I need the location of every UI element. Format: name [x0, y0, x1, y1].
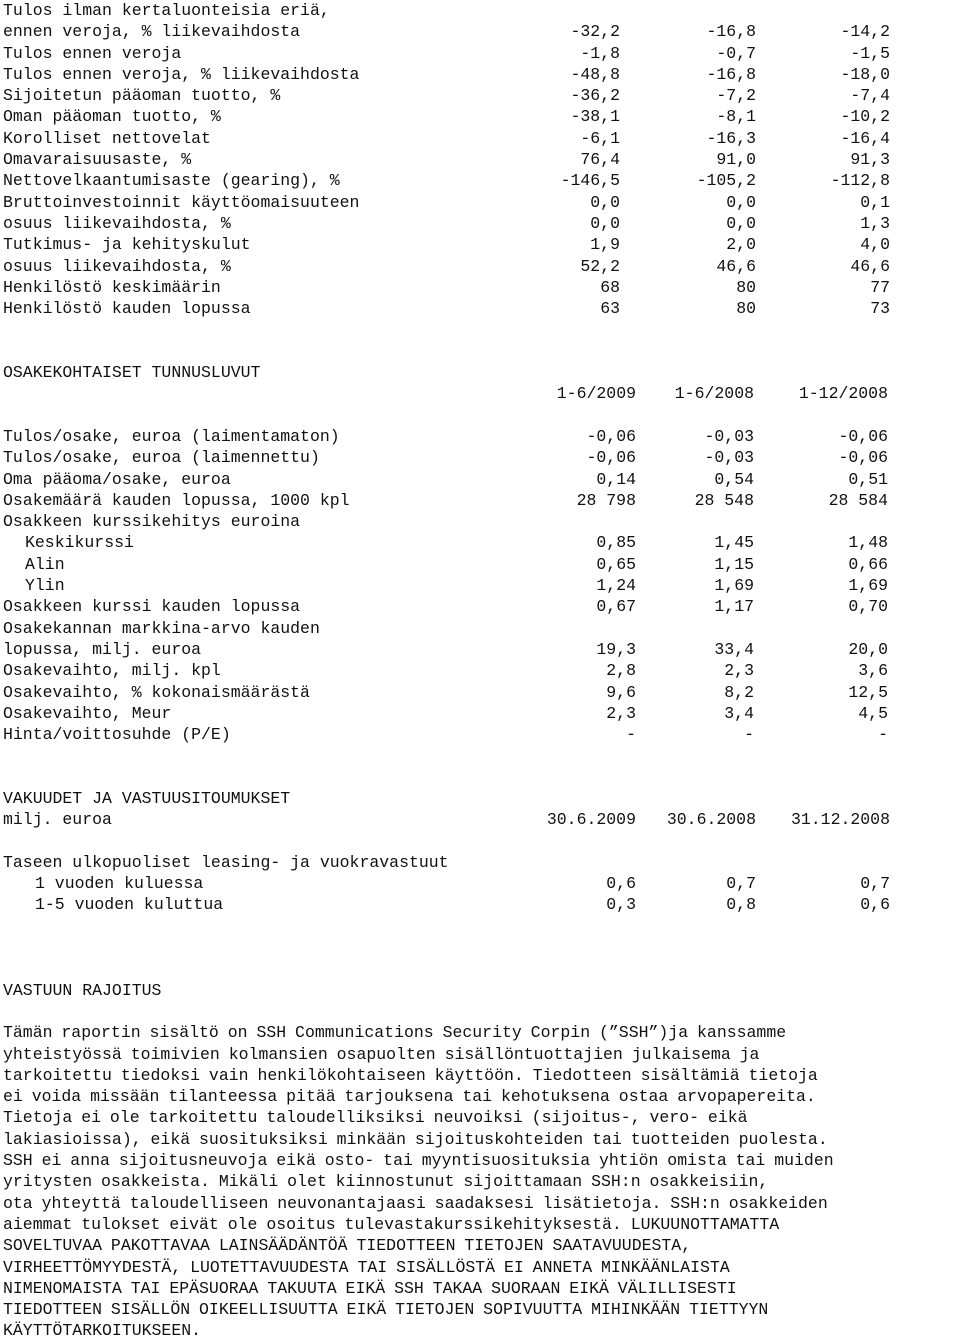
group-label-row [3, 852, 958, 873]
disclaimer-line: VIRHEETTÖMYYDESTÄ, LUOTETTAVUUDESTA TAI SISÄLLÖSTÄ EI ANNETA MINKÄÄNLAISTA [3, 1257, 730, 1277]
row-label: Omavaraisuusaste, % [3, 150, 192, 170]
disclaimer-line: yhteistyössä toimivien kolmansien osapuolten sisällöntuottajien julkaisema ja [3, 1044, 760, 1064]
value-h1-2008: -105,2 [696, 171, 756, 191]
table-row [3, 490, 958, 511]
disclaimer-line: NIMENOMAISTA TAI EPÄSUORAA TAKUUTA EIKÄ SSH TAKAA SUORAAN EIKÄ VÄLILLISESTI [3, 1278, 737, 1298]
table-row [3, 639, 958, 660]
row-label: Nettovelkaantumisaste (gearing), % [3, 171, 340, 191]
value-h1-2009: -38,1 [570, 107, 620, 127]
table-row [3, 426, 958, 447]
value-h1-2009: 0,67 [596, 597, 636, 617]
value-h1-2008: 1,45 [714, 533, 754, 553]
row-label: 1-5 vuoden kuluttua [35, 895, 224, 915]
value-h1-2009: -48,8 [570, 64, 620, 84]
row-label: Tulos ennen veroja, % liikevaihdosta [3, 64, 360, 84]
value-fy-2008: 0,51 [848, 469, 888, 489]
spacer [3, 1001, 958, 1022]
value-h1-2008: 46,6 [716, 256, 756, 276]
value-h1-2008: -16,8 [706, 22, 756, 42]
section-title [3, 362, 958, 383]
table-row [3, 106, 958, 127]
spacer [3, 341, 958, 362]
row-label: Ylin [25, 576, 65, 596]
table-row [3, 85, 958, 106]
value-h1-2009: 0,85 [596, 533, 636, 553]
value-h1-2008: -16,3 [706, 128, 756, 148]
table-row [3, 192, 958, 213]
value-2008-06-30: 0,7 [726, 874, 756, 894]
row-label: Osakevaihto, % kokonaismäärästä [3, 682, 310, 702]
value-h1-2008: -0,7 [716, 43, 756, 63]
value-fy-2008: 0,70 [848, 597, 888, 617]
value-fy-2008: -14,2 [840, 22, 890, 42]
value-h1-2009: 0,0 [590, 213, 620, 233]
table-row [3, 447, 958, 468]
value-h1-2009: 2,8 [606, 661, 636, 681]
disclaimer-line: TIEDOTTEEN SISÄLLÖN OIKEELLISUUTTA EIKÄ TIETOJEN SOPIVUUTTA MIHINKÄÄN TIETTYYN [3, 1300, 769, 1320]
value-h1-2009: -1,8 [580, 43, 620, 63]
value-h1-2008: 0,0 [726, 213, 756, 233]
value-h1-2008: 2,3 [724, 661, 754, 681]
row-label: lopussa, milj. euroa [3, 639, 202, 659]
table-row [3, 532, 958, 553]
section-title-text: OSAKEKOHTAISET TUNNUSLUVUT [3, 363, 261, 383]
table-row [3, 575, 958, 596]
table-row [3, 469, 958, 490]
value-fy-2008: 28 584 [828, 490, 888, 510]
row-label: Henkilöstö kauden lopussa [3, 299, 251, 319]
value-h1-2008: 1,17 [714, 597, 754, 617]
row-label: Osakekannan markkina-arvo kauden [3, 618, 320, 638]
disclaimer-line: lakiasioissa), eikä suosituksiksi minkään sijoituskohteiden tai tuotteiden puolesta. [3, 1129, 828, 1149]
value-fy-2008: 1,3 [860, 213, 890, 233]
value-h1-2008: -0,03 [704, 426, 754, 446]
value-h1-2009: -32,2 [570, 22, 620, 42]
spacer [3, 937, 958, 958]
disclaimer-line: Tietoja ei ole tarkoitettu taloudelliksiksi neuvoiksi (sijoitus-, vero- eikä [3, 1108, 748, 1128]
spacer [3, 745, 958, 766]
column-headers [3, 383, 958, 404]
value-h1-2009: 0,0 [590, 192, 620, 212]
table-row [3, 213, 958, 234]
row-label: Tulos ilman kertaluonteisia eriä, [3, 1, 330, 20]
table-row [3, 256, 958, 277]
row-label: osuus liikevaihdosta, % [3, 256, 231, 276]
unit-label: milj. euroa [3, 810, 112, 830]
section-title [3, 788, 958, 809]
spacer [3, 767, 958, 788]
value-fy-2008: 91,3 [850, 150, 890, 170]
disclaimer-line: ei voida missään tilanteessa pitää tarjouksena tai kehotuksena ostaa arvopapereita. [3, 1087, 816, 1107]
value-fy-2008: 12,5 [848, 682, 888, 702]
value-h1-2009: - [626, 725, 636, 745]
row-label: Osakkeen kurssikehitys euroina [3, 512, 301, 532]
financial-table [3, 0, 958, 319]
table-row [3, 554, 958, 575]
disclaimer-line: KÄYTTÖTARKOITUKSEEN. [3, 1321, 202, 1341]
value-2009-06-30: 0,3 [606, 895, 636, 915]
row-label: Osakevaihto, milj. kpl [3, 661, 221, 681]
value-fy-2008: - [878, 725, 888, 745]
value-2008-06-30: 0,8 [726, 895, 756, 915]
value-h1-2009: 19,3 [596, 639, 636, 659]
table-row [3, 21, 958, 42]
disclaimer-line: ota yhteyttä taloudelliseen neuvonantajaasi saadaksesi lisätietoja. SSH:n osakkeiden [3, 1193, 828, 1213]
table-row [3, 894, 958, 915]
row-label: Korolliset nettovelat [3, 128, 211, 148]
value-h1-2009: 1,24 [596, 576, 636, 596]
spacer [3, 831, 958, 852]
column-header-2009-06-30: 30.6.2009 [546, 810, 636, 830]
row-label: ennen veroja, % liikevaihdosta [3, 22, 301, 42]
value-h1-2009: 28 798 [576, 490, 636, 510]
value-h1-2008: 33,4 [714, 639, 754, 659]
section-title-text: VAKUUDET JA VASTUUSITOUMUKSET [3, 788, 291, 808]
table-row [3, 703, 958, 724]
row-label: Osakemäärä kauden lopussa, 1000 kpl [3, 490, 350, 510]
column-header-h1-2009: 1-6/2009 [556, 384, 636, 404]
value-h1-2009: 1,9 [590, 235, 620, 255]
value-fy-2008: 0,66 [848, 554, 888, 574]
value-h1-2008: -8,1 [716, 107, 756, 127]
value-h1-2009: -146,5 [560, 171, 620, 191]
table-row [3, 724, 958, 745]
disclaimer-text [3, 1022, 958, 1341]
value-fy-2008: -0,06 [838, 426, 888, 446]
value-fy-2008: 77 [870, 277, 890, 297]
table-row [3, 596, 958, 617]
disclaimer-line: Tämän raportin sisältö on SSH Communications Security Corpin (”SSH”)ja kanssamme [3, 1023, 787, 1043]
value-fy-2008: -112,8 [830, 171, 890, 191]
value-h1-2008: 8,2 [724, 682, 754, 702]
row-label: Oma pääoma/osake, euroa [3, 469, 231, 489]
disclaimer-line: SOVELTUVAA PAKOTTAVAA LAINSÄÄDÄNTÖÄ TIEDOTTEEN TIETOJEN SAATAVUUDESTA, [3, 1236, 692, 1256]
value-h1-2008: 1,15 [714, 554, 754, 574]
value-2008-12-31: 0,6 [860, 895, 890, 915]
value-h1-2008: 3,4 [724, 703, 754, 723]
value-fy-2008: -10,2 [840, 107, 890, 127]
value-fy-2008: 0,1 [860, 192, 890, 212]
row-label: Osakevaihto, Meur [3, 703, 172, 723]
report-page [3, 0, 958, 1342]
spacer [3, 916, 958, 937]
disclaimer-line: tarkoitettu tiedoksi vain henkilökohtaiseen käyttöön. Tiedotteen sisältämiä tietoja [3, 1065, 818, 1085]
disclaimer-line: SSH ei anna sijoitusneuvoja eikä osto- tai myyntisuosituksia yhtiön omista tai muiden [3, 1151, 834, 1171]
column-header-h1-2008: 1-6/2008 [674, 384, 754, 404]
value-h1-2008: 80 [736, 277, 756, 297]
row-label: Hinta/voittosuhde (P/E) [3, 725, 231, 745]
value-h1-2008: 80 [736, 299, 756, 319]
value-fy-2008: 46,6 [850, 256, 890, 276]
column-headers [3, 809, 958, 830]
row-label: 1 vuoden kuluessa [35, 874, 204, 894]
table-row [3, 618, 958, 639]
value-fy-2008: 1,48 [848, 533, 888, 553]
value-h1-2008: - [744, 725, 754, 745]
value-h1-2008: 0,54 [714, 469, 754, 489]
disclaimer-line: aiemmat tulokset eivät ole osoitus tulevastakurssikehityksestä. LUKUUNOTTAMATTA [3, 1214, 780, 1234]
value-fy-2008: 73 [870, 299, 890, 319]
value-fy-2008: -0,06 [838, 448, 888, 468]
table-row [3, 660, 958, 681]
column-header-2008-06-30: 30.6.2008 [666, 810, 756, 830]
value-h1-2008: -7,2 [716, 86, 756, 106]
table-row [3, 234, 958, 255]
value-fy-2008: -16,4 [840, 128, 890, 148]
value-h1-2008: 91,0 [716, 150, 756, 170]
value-h1-2009: 52,2 [580, 256, 620, 276]
value-h1-2009: 9,6 [606, 682, 636, 702]
section-title-text: VASTUUN RAJOITUS [3, 980, 162, 1000]
row-label: osuus liikevaihdosta, % [3, 213, 231, 233]
row-label: Tutkimus- ja kehityskulut [3, 235, 251, 255]
value-h1-2008: 2,0 [726, 235, 756, 255]
disclaimer-line: yritysten osakkeista. Mikäli olet kiinnostunut sijoittamaan SSH:n osakkeisiin, [3, 1172, 769, 1192]
spacer [3, 958, 958, 979]
value-2009-06-30: 0,6 [606, 874, 636, 894]
table-row [3, 43, 958, 64]
table-row [3, 0, 958, 21]
spacer [3, 319, 958, 340]
table-row [3, 682, 958, 703]
row-label: Tulos/osake, euroa (laimentamaton) [3, 426, 340, 446]
value-2008-12-31: 0,7 [860, 874, 890, 894]
table-row [3, 128, 958, 149]
value-h1-2009: -0,06 [586, 426, 636, 446]
value-h1-2009: 76,4 [580, 150, 620, 170]
value-fy-2008: -1,5 [850, 43, 890, 63]
value-h1-2008: 1,69 [714, 576, 754, 596]
value-fy-2008: 20,0 [848, 639, 888, 659]
value-fy-2008: 4,0 [860, 235, 890, 255]
section-title [3, 980, 958, 1001]
value-h1-2009: -36,2 [570, 86, 620, 106]
value-fy-2008: 1,69 [848, 576, 888, 596]
row-label: Henkilöstö keskimäärin [3, 277, 221, 297]
value-fy-2008: 3,6 [858, 661, 888, 681]
disclaimer-section [3, 980, 958, 1342]
table-row [3, 511, 958, 532]
column-header-fy-2008: 1-12/2008 [798, 384, 888, 404]
row-label: Bruttoinvestoinnit käyttöomaisuuteen [3, 192, 360, 212]
value-h1-2008: 28 548 [694, 490, 754, 510]
table-row [3, 298, 958, 319]
value-h1-2008: 0,0 [726, 192, 756, 212]
table-row [3, 149, 958, 170]
table-row [3, 64, 958, 85]
value-h1-2009: 0,65 [596, 554, 636, 574]
value-h1-2009: 63 [600, 299, 620, 319]
value-h1-2009: -6,1 [580, 128, 620, 148]
value-fy-2008: -18,0 [840, 64, 890, 84]
value-h1-2008: -16,8 [706, 64, 756, 84]
value-h1-2009: -0,06 [586, 448, 636, 468]
spacer [3, 405, 958, 426]
table-row [3, 170, 958, 191]
group-label: Taseen ulkopuoliset leasing- ja vuokravastuut [3, 852, 449, 872]
value-fy-2008: 4,5 [858, 703, 888, 723]
column-header-2008-12-31: 31.12.2008 [790, 810, 890, 830]
row-label: Tulos ennen veroja [3, 43, 182, 63]
row-label: Alin [25, 554, 65, 574]
row-label: Tulos/osake, euroa (laimennettu) [3, 448, 320, 468]
value-fy-2008: -7,4 [850, 86, 890, 106]
value-h1-2008: -0,03 [704, 448, 754, 468]
liabilities-section [3, 788, 958, 916]
row-label: Sijoitetun pääoman tuotto, % [3, 86, 281, 106]
value-h1-2009: 68 [600, 277, 620, 297]
row-label: Oman pääoman tuotto, % [3, 107, 221, 127]
row-label: Osakkeen kurssi kauden lopussa [3, 597, 301, 617]
share-figures-section [3, 362, 958, 745]
table-row [3, 277, 958, 298]
value-h1-2009: 0,14 [596, 469, 636, 489]
value-h1-2009: 2,3 [606, 703, 636, 723]
row-label: Keskikurssi [25, 533, 134, 553]
table-row [3, 873, 958, 894]
